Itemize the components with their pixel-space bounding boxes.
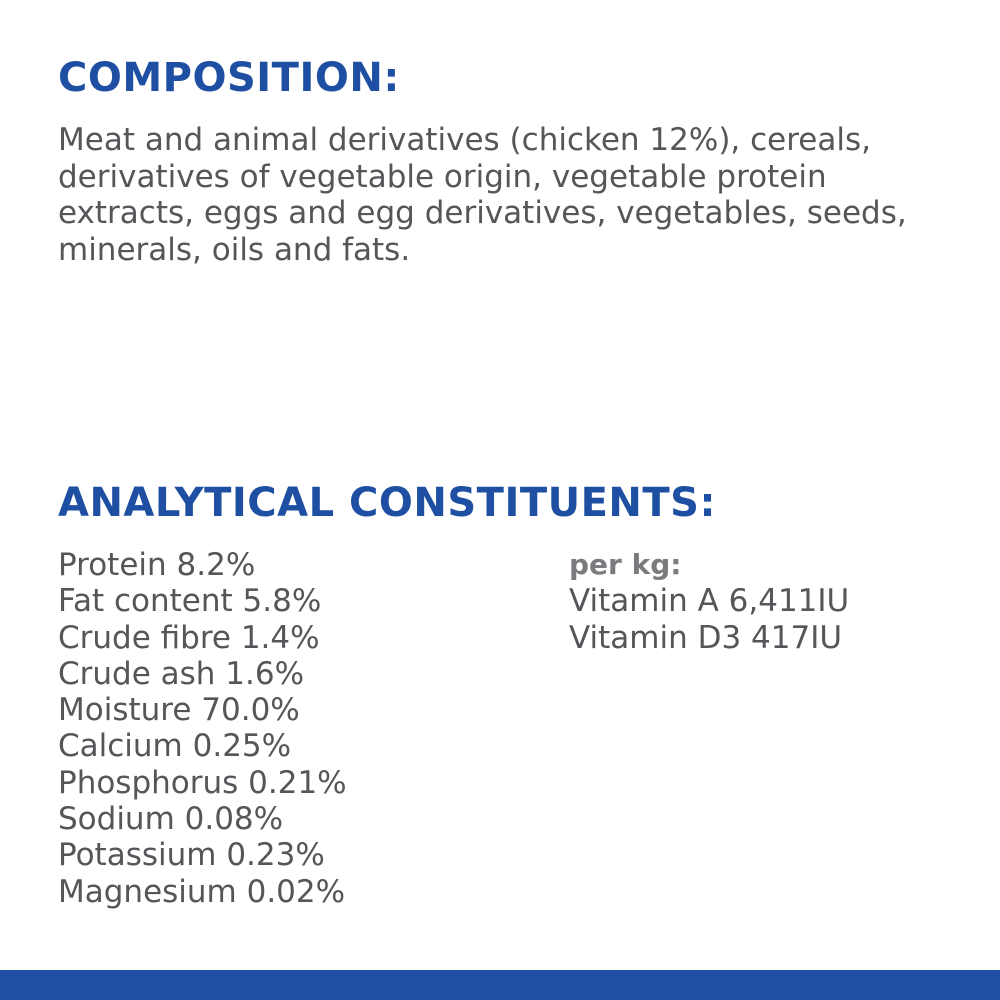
per-kg-block bbox=[569, 547, 849, 656]
constituent-item: Moisture 70.0% bbox=[58, 692, 300, 729]
constituent-item: Sodium 0.08% bbox=[58, 801, 284, 838]
constituent-item: Calcium 0.25% bbox=[58, 728, 292, 765]
constituent-item: Potassium 0.23% bbox=[58, 837, 325, 874]
per-kg-list bbox=[569, 583, 849, 656]
composition-text: Meat and animal derivatives (chicken 12%), cereals, derivatives of vegetable origin, vegetable protein extracts, eggs and egg derivatives, vegetables, seeds, minerals, oils and fats. bbox=[58, 122, 907, 268]
vitamin-item: Vitamin D3 417IU bbox=[569, 619, 843, 656]
constituent-item: Crude fibre 1.4% bbox=[58, 619, 320, 656]
footer-bar bbox=[0, 970, 1000, 1000]
constituent-item: Protein 8.2% bbox=[58, 547, 256, 583]
constituent-item: Phosphorus 0.21% bbox=[58, 764, 347, 801]
constituents-list bbox=[58, 547, 347, 910]
constituent-item: Fat content 5.8% bbox=[58, 583, 322, 620]
constituent-item: Magnesium 0.02% bbox=[58, 873, 346, 910]
analytical-constituents-heading: ANALYTICAL CONSTITUENTS: bbox=[58, 480, 716, 526]
composition-heading: COMPOSITION: bbox=[58, 55, 400, 101]
vitamin-item: Vitamin A 6,411IU bbox=[569, 583, 850, 620]
constituent-item: Crude ash 1.6% bbox=[58, 655, 305, 692]
per-kg-label: per kg: bbox=[569, 548, 682, 581]
